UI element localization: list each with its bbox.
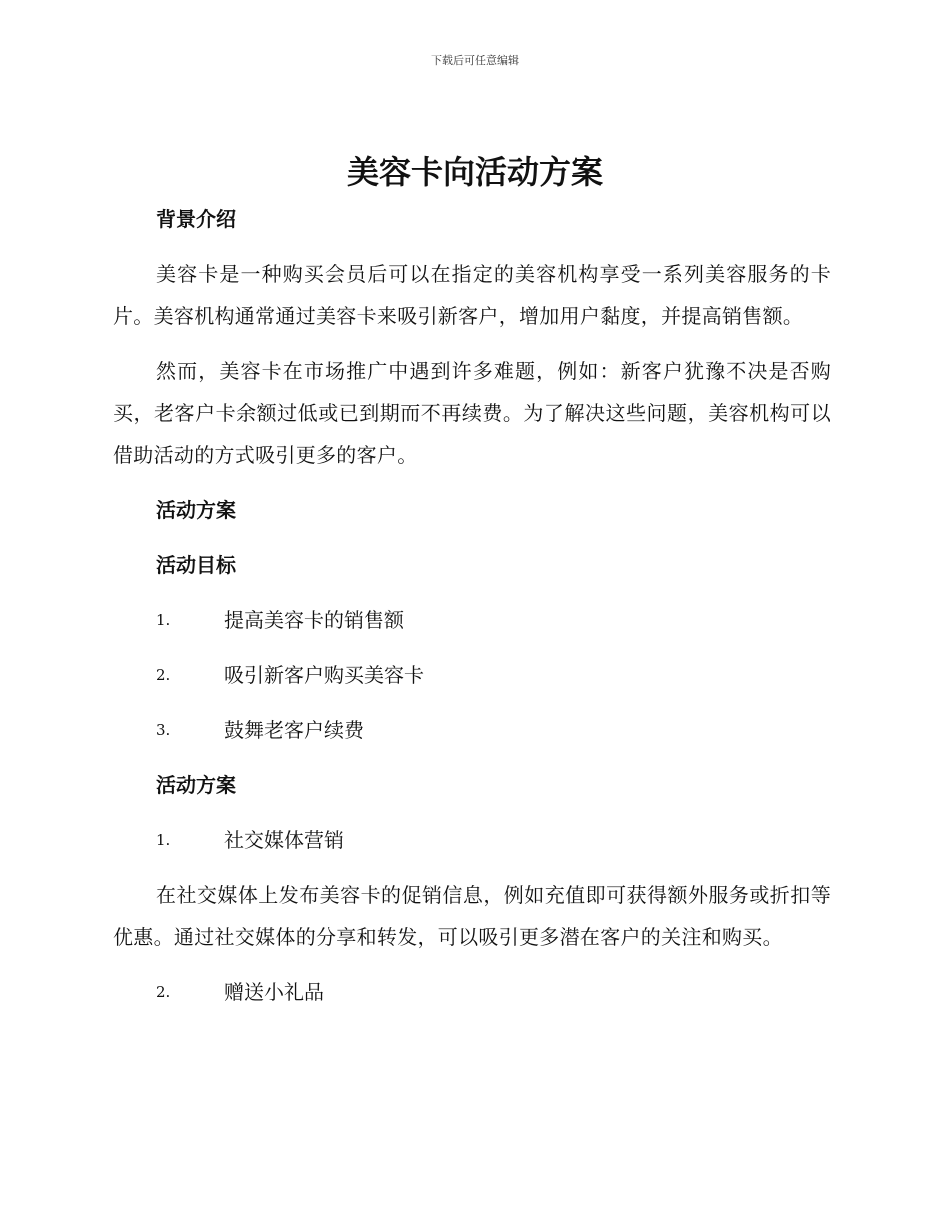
list-item-plan-2 bbox=[113, 971, 831, 1013]
list-number: 1. bbox=[156, 831, 171, 849]
list-text: 提高美容卡的销售额 bbox=[224, 608, 404, 632]
list-text: 赠送小礼品 bbox=[224, 980, 324, 1004]
document-title: 美容卡向活动方案 bbox=[346, 153, 603, 191]
list-text: 社交媒体营销 bbox=[224, 828, 344, 852]
list-item-goal-1 bbox=[113, 599, 831, 641]
section-heading-goals: 活动目标 bbox=[156, 553, 236, 577]
list-number: 3. bbox=[156, 721, 171, 739]
list-item-goal-3 bbox=[113, 709, 831, 751]
section-heading-plan-2: 活动方案 bbox=[156, 773, 236, 797]
document-body bbox=[113, 198, 831, 1013]
paragraph-social-media: 在社交媒体上发布美容卡的促销信息，例如充值即可获得额外服务或折扣等优惠。通过社交媒体的分享和转发，可以吸引更多潜在客户的关注和购买。 bbox=[113, 883, 831, 949]
list-number: 2. bbox=[156, 666, 171, 684]
paragraph-background-2: 然而，美容卡在市场推广中遇到许多难题，例如：新客户犹豫不决是否购买，老客户卡余额过低或已到期而不再续费。为了解决这些问题，美容机构可以借助活动的方式吸引更多的客户。 bbox=[113, 359, 831, 467]
list-text: 鼓舞老客户续费 bbox=[224, 718, 364, 742]
list-text: 吸引新客户购买美容卡 bbox=[224, 663, 424, 687]
list-item-goal-2 bbox=[113, 654, 831, 696]
section-heading-background: 背景介绍 bbox=[156, 207, 236, 231]
section-heading-plan: 活动方案 bbox=[156, 498, 236, 522]
paragraph-background-1: 美容卡是一种购买会员后可以在指定的美容机构享受一系列美容服务的卡片。美容机构通常通过美容卡来吸引新客户，增加用户黏度，并提高销售额。 bbox=[113, 262, 831, 328]
page-header: 下载后可任意编辑 bbox=[431, 54, 519, 67]
list-number: 1. bbox=[156, 611, 171, 629]
list-item-plan-1 bbox=[113, 819, 831, 861]
list-number: 2. bbox=[156, 983, 171, 1001]
